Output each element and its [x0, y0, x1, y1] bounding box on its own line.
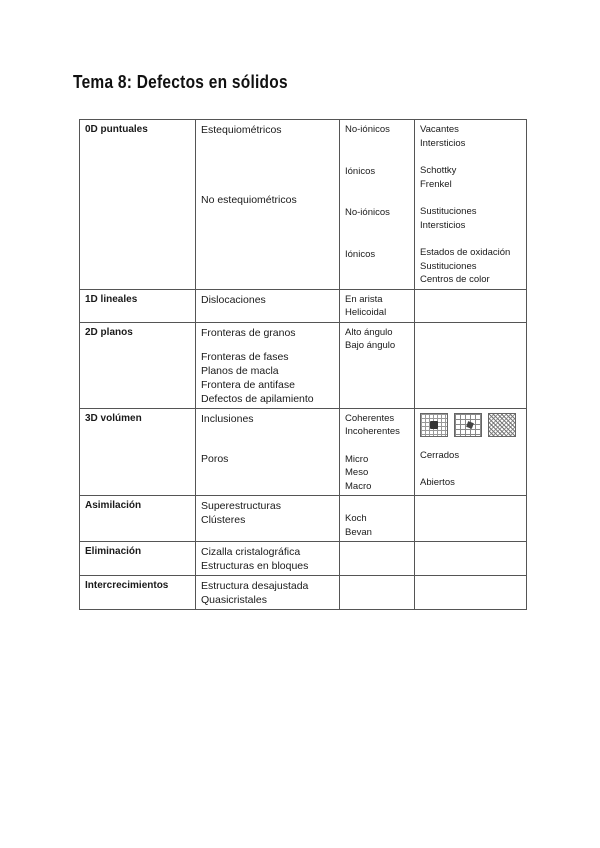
- category-2d: 2D planos: [80, 322, 196, 408]
- example-item: Sustituciones: [420, 260, 477, 272]
- subtype-item: Micro: [345, 453, 369, 465]
- cell-0d-examples: [415, 120, 527, 290]
- subtype-item: No-iónicos: [345, 124, 390, 135]
- category-intercrecimientos: Intercrecimientos: [80, 576, 196, 610]
- subtype-item: Bevan: [345, 526, 372, 538]
- type-item: Frontera de antifase: [201, 378, 295, 391]
- cell-3d-examples: [415, 408, 527, 496]
- subtype-item: Iónicos: [345, 165, 376, 177]
- example-abiertos: Abiertos: [420, 477, 455, 488]
- subtype-item: Bajo ángulo: [345, 340, 396, 351]
- cell-2d-subtype: [340, 322, 415, 408]
- type-poros: Poros: [201, 452, 229, 465]
- subtype-item: Incoherentes: [345, 426, 400, 437]
- example-item: Intersticios: [420, 219, 466, 231]
- cell-elim-empty-2: [415, 542, 527, 576]
- table-row-3d: [80, 408, 527, 496]
- cell-2d-empty: [415, 322, 527, 408]
- type-inclusiones: Inclusiones: [201, 412, 254, 425]
- cell-1d-type: [196, 289, 340, 322]
- cell-0d-subtype: [340, 120, 415, 290]
- subtype-item: No-iónicos: [345, 207, 390, 218]
- example-item: Schottky: [420, 165, 457, 176]
- subtype-item: Macro: [345, 480, 372, 492]
- type-no-estequiometricos: No estequiométricos: [201, 194, 297, 206]
- cell-asim-type: [196, 496, 340, 542]
- type-item: Planos de macla: [201, 364, 279, 377]
- category-1d: 1D lineales: [80, 289, 196, 322]
- subtype-item: Alto ángulo: [345, 326, 393, 338]
- example-item: Intersticios: [420, 137, 466, 149]
- example-item: Vacantes: [420, 124, 459, 135]
- cell-3d-subtype: [340, 408, 415, 496]
- table-row-intercrecimientos: [80, 576, 527, 610]
- category-eliminacion: Eliminación: [80, 542, 196, 576]
- incoherent-inclusion-image: [454, 413, 482, 437]
- category-3d: 3D volúmen: [80, 408, 196, 496]
- page-title: Tema 8: Defectos en sólidos: [73, 72, 288, 92]
- example-item: Estados de oxidación: [420, 247, 511, 258]
- cell-3d-type: [196, 408, 340, 496]
- subtype-item: Meso: [345, 467, 369, 478]
- cell-inter-type: [196, 576, 340, 610]
- inclusion-diagrams: [420, 413, 522, 437]
- example-item: Frenkel: [420, 178, 452, 190]
- defects-table: [79, 119, 527, 610]
- type-item: Clústeres: [201, 514, 246, 526]
- cell-elim-empty-1: [340, 542, 415, 576]
- subtype-item: Koch: [345, 513, 367, 524]
- type-item: Fronteras de fases: [201, 350, 289, 363]
- disordered-lattice-image: [488, 413, 516, 437]
- cell-1d-empty: [415, 289, 527, 322]
- cell-0d-type: [196, 120, 340, 290]
- table-row-asimilacion: [80, 496, 527, 542]
- example-item: Centros de color: [420, 274, 490, 285]
- subtype-item: Coherentes: [345, 412, 395, 424]
- category-0d: 0D puntuales: [80, 120, 196, 290]
- subtype-item: En arista: [345, 293, 383, 305]
- cell-asim-empty: [415, 496, 527, 542]
- type-estequiometricos: Estequiométricos: [201, 124, 282, 136]
- type-item: Estructuras en bloques: [201, 560, 309, 572]
- type-item: Superestructuras: [201, 500, 281, 512]
- cell-1d-subtype: [340, 289, 415, 322]
- type-item: Quasicristales: [201, 594, 267, 606]
- table-row-eliminacion: [80, 542, 527, 576]
- cell-asim-subtype: [340, 496, 415, 542]
- type-item: Fronteras de granos: [201, 326, 296, 339]
- type-item: Estructura desajustada: [201, 580, 309, 592]
- category-asimilacion: Asimilación: [80, 496, 196, 542]
- subtype-item: Helicoidal: [345, 307, 387, 318]
- table-row-1d: [80, 289, 527, 322]
- subtype-item: Iónicos: [345, 248, 376, 260]
- cell-inter-empty-2: [415, 576, 527, 610]
- type-item: Cizalla cristalográfica: [201, 546, 301, 558]
- example-cerrados: Cerrados: [420, 449, 460, 461]
- coherent-inclusion-image: [420, 413, 448, 437]
- cell-inter-empty-1: [340, 576, 415, 610]
- type-dislocaciones: Dislocaciones: [201, 293, 266, 306]
- table-row-2d: [80, 322, 527, 408]
- table-row-0d: [80, 120, 527, 290]
- example-item: Sustituciones: [420, 206, 477, 217]
- type-item: Defectos de apilamiento: [201, 392, 314, 405]
- cell-2d-type: [196, 322, 340, 408]
- cell-elim-type: [196, 542, 340, 576]
